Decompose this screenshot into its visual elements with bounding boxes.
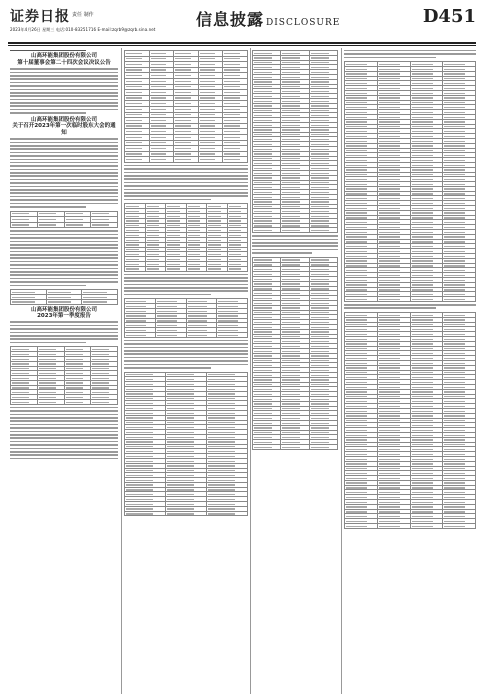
- data-table: [344, 312, 476, 529]
- notice-headline: 2023年第一季度报告: [37, 313, 91, 320]
- data-table: [124, 203, 248, 271]
- notice-company: 山高环能集团股份有限公司: [30, 306, 97, 313]
- data-table: [124, 298, 248, 337]
- data-table: [124, 372, 248, 517]
- data-table: [10, 211, 118, 229]
- page-number: D451: [422, 6, 476, 27]
- data-table: [10, 289, 118, 304]
- header-rule: [8, 42, 476, 46]
- section-title-cn: 信息披露: [196, 10, 265, 29]
- edition-label: 责任 制作: [72, 12, 94, 18]
- column-divider: [121, 48, 122, 694]
- data-table: [124, 50, 248, 163]
- column-4: [344, 48, 476, 694]
- notice-body: [10, 68, 118, 114]
- notice-title: [10, 53, 118, 66]
- column-divider: [341, 48, 342, 694]
- column-3: [252, 48, 338, 694]
- notice-headline: 关于召开2023年第一次临时股东大会的通知: [12, 123, 116, 136]
- data-table: [344, 61, 476, 302]
- notice-company: 山高环能集团股份有限公司: [30, 116, 97, 123]
- notice-company: 山高环能集团股份有限公司: [30, 53, 97, 60]
- column-1: [10, 48, 118, 694]
- dateline: 2023年4月26日 星期三 电话:010-83251716 E-mail:zqrb9@zqrb.sina.net: [10, 27, 156, 32]
- notice-title: [10, 307, 118, 320]
- data-table: [10, 346, 118, 405]
- section-title: [196, 7, 340, 30]
- data-table: [252, 50, 338, 233]
- notice-title: [10, 117, 118, 137]
- notice-body: [10, 138, 118, 207]
- column-divider: [250, 48, 251, 694]
- notice-headline: 第十届董事会第二十四次会议决议公告: [17, 59, 111, 66]
- notice-body: [10, 321, 118, 343]
- section-title-en: DISCLOSURE: [266, 18, 341, 28]
- column-2: [124, 48, 248, 694]
- notice-body: [10, 230, 118, 286]
- newspaper-logo: 证券日报: [10, 9, 70, 25]
- data-table: [252, 257, 338, 450]
